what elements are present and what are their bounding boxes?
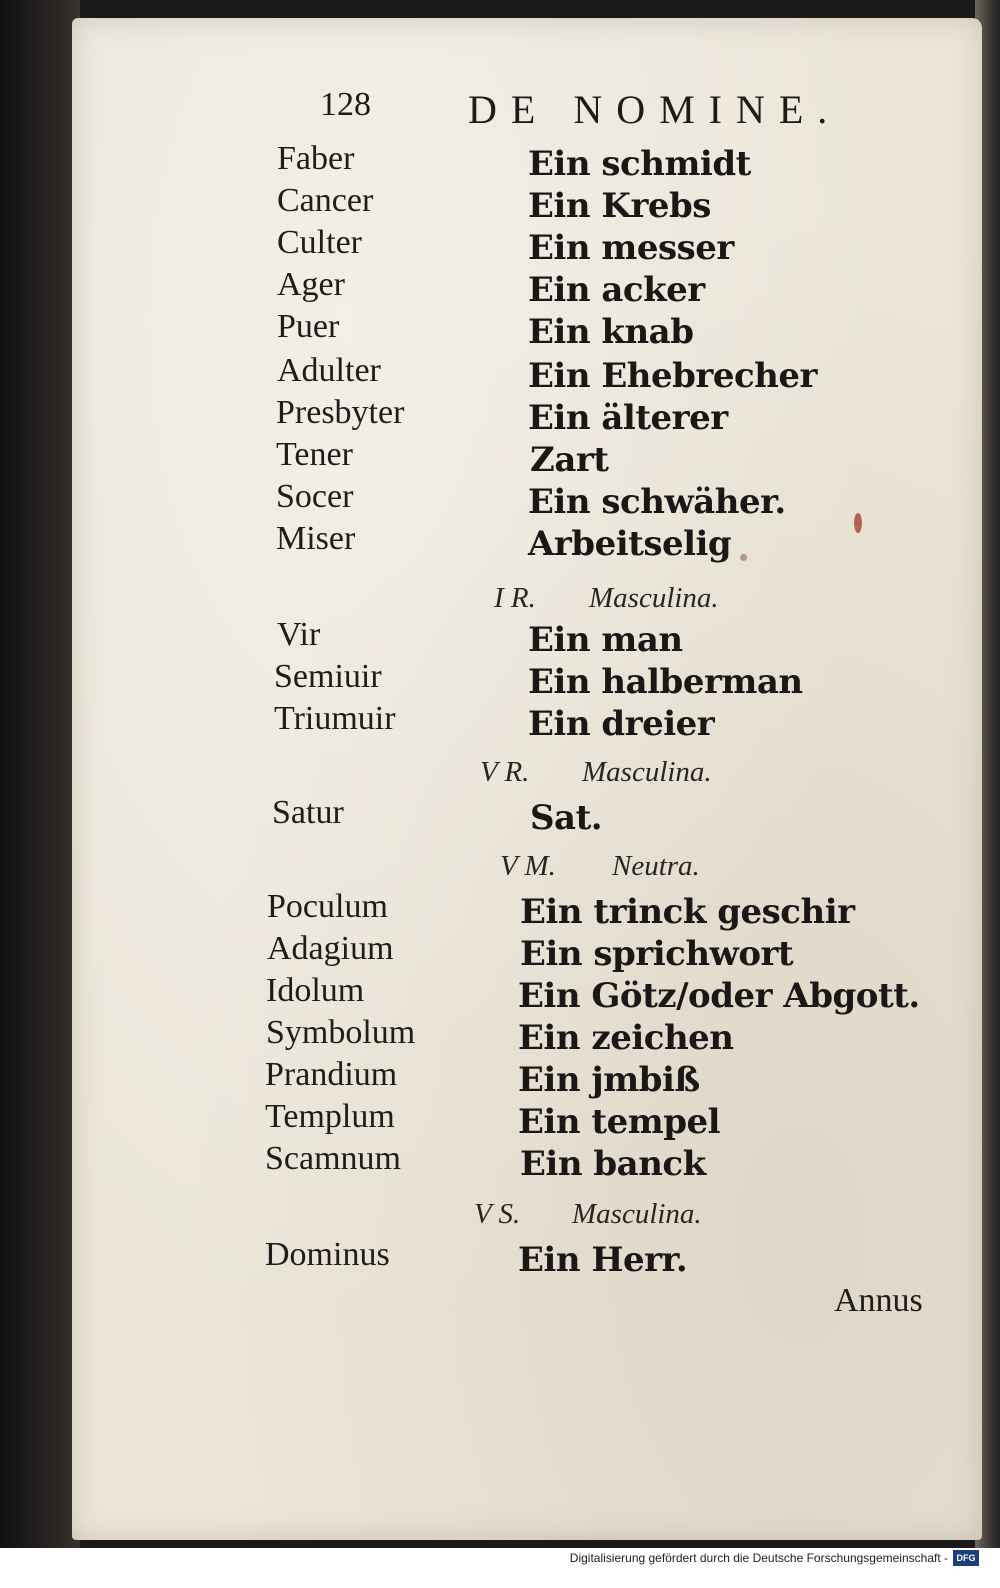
- latin-word: Scamnum: [265, 1140, 401, 1177]
- footer-credit: Digitalisierung gefördert durch die Deutsche Forschungsgemeinschaft -: [569, 1551, 948, 1565]
- german-translation: Ein trinck geschir: [520, 892, 855, 932]
- latin-word: Satur: [272, 794, 344, 831]
- german-translation: Ein schmidt: [528, 144, 751, 184]
- heading-ending: I R.: [494, 582, 536, 614]
- german-translation: Arbeitselig: [528, 524, 732, 564]
- latin-word: Ager: [277, 266, 345, 303]
- latin-word: Puer: [277, 308, 340, 345]
- section-heading: [500, 850, 700, 883]
- heading-gender: Masculina.: [582, 756, 712, 788]
- heading-ending: V R.: [480, 756, 530, 788]
- latin-word: Socer: [276, 478, 354, 515]
- latin-word: Templum: [265, 1098, 395, 1135]
- german-translation: Ein sprichwort: [520, 934, 794, 974]
- latin-word: Vir: [277, 616, 321, 653]
- heading-gender: Neutra.: [612, 850, 700, 882]
- german-translation: Ein Ehebrecher: [528, 356, 817, 396]
- ink-spot: [854, 513, 862, 533]
- bleed-through-text: [812, 218, 820, 252]
- german-translation: Ein banck: [520, 1144, 706, 1184]
- section-heading: [474, 1198, 702, 1231]
- heading-gender: Masculina.: [589, 582, 719, 614]
- page-number: 128: [320, 86, 371, 123]
- german-translation: Ein man: [528, 620, 683, 660]
- german-translation: Sat.: [530, 798, 603, 838]
- latin-word: Symbolum: [266, 1014, 416, 1051]
- latin-word: Culter: [277, 224, 362, 261]
- german-translation: Ein tempel: [518, 1102, 721, 1142]
- latin-word: Adagium: [267, 930, 394, 967]
- heading-ending: V S.: [474, 1198, 521, 1230]
- german-translation: Ein acker: [528, 270, 705, 310]
- latin-word: Prandium: [265, 1056, 398, 1093]
- latin-word: Tener: [276, 436, 353, 473]
- heading-ending: V M.: [500, 850, 556, 882]
- latin-word: Faber: [277, 140, 355, 177]
- german-translation: Ein Herr.: [518, 1240, 688, 1280]
- german-translation: Ein halberman: [528, 662, 803, 702]
- german-translation: Ein zeichen: [518, 1018, 734, 1058]
- heading-gender: Masculina.: [572, 1198, 702, 1230]
- latin-word: Adulter: [277, 352, 381, 389]
- german-translation: Ein dreier: [528, 704, 715, 744]
- section-heading: [494, 582, 719, 615]
- german-translation: Ein jmbiß: [518, 1060, 700, 1100]
- german-translation: Ein messer: [528, 228, 734, 268]
- german-translation: Ein schwäher.: [528, 482, 786, 522]
- scan-background-left: [0, 0, 80, 1560]
- catchword: Annus: [834, 1282, 923, 1319]
- section-heading: [480, 756, 712, 789]
- latin-word: Idolum: [266, 972, 365, 1009]
- german-translation: Ein Götz/oder Abgott.: [518, 976, 920, 1016]
- latin-word: Dominus: [265, 1236, 390, 1273]
- latin-word: Cancer: [277, 182, 374, 219]
- latin-word: Poculum: [267, 888, 388, 925]
- latin-word: Miser: [276, 520, 356, 557]
- dfg-logo: DFG: [953, 1550, 979, 1566]
- german-translation: Ein knab: [528, 312, 694, 352]
- german-translation: Ein Krebs: [528, 186, 711, 226]
- stain-spot: [740, 554, 747, 561]
- german-translation: Zart: [530, 440, 609, 480]
- german-translation: Ein älterer: [528, 398, 728, 438]
- latin-word: Presbyter: [276, 394, 405, 431]
- running-head: DE NOMINE.: [468, 87, 842, 132]
- latin-word: Triumuir: [274, 700, 396, 737]
- latin-word: Semiuir: [274, 658, 382, 695]
